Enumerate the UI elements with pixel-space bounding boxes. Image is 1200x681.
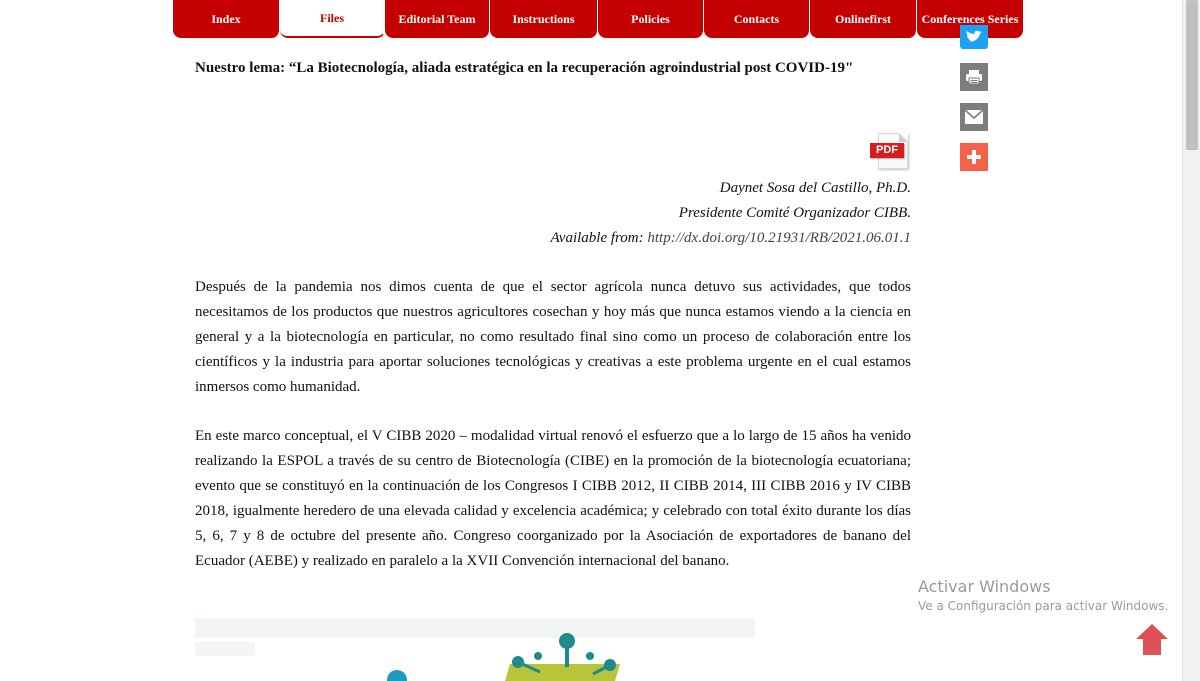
share-print-button[interactable] (960, 63, 988, 91)
available-from-label: Available from: (550, 230, 644, 246)
author-name: Daynet Sosa del Castillo, Ph.D. (719, 180, 911, 196)
tab-files[interactable]: Files (280, 0, 385, 38)
twitter-icon (965, 30, 983, 44)
pdf-download-icon[interactable] (870, 133, 910, 168)
tab-instructions[interactable]: Instructions (490, 0, 598, 38)
page-scrollbar[interactable] (1182, 0, 1200, 681)
pdf-label: PDF (870, 143, 904, 158)
plus-icon (966, 149, 982, 165)
article-illustration (195, 612, 775, 681)
print-icon (965, 69, 983, 85)
email-icon (964, 109, 984, 125)
virus-graphic (195, 612, 775, 681)
tab-conferences-series[interactable]: Conferences Series (917, 0, 1024, 38)
home-arrow-icon (1134, 622, 1170, 656)
share-email-button[interactable] (960, 103, 988, 131)
top-navigation (173, 0, 1024, 38)
tab-editorial-team[interactable]: Editorial Team (385, 0, 490, 38)
tab-contacts[interactable]: Contacts (704, 0, 810, 38)
tab-onlinefirst[interactable]: Onlinefirst (810, 0, 917, 38)
share-more-button[interactable] (960, 143, 988, 171)
windows-activation-subtitle: Ve a Configuración para activar Windows. (918, 599, 1169, 613)
article-paragraph-1: Después de la pandemia nos dimos cuenta de que el sector agrícola nunca detuvo sus actividades, que todos necesitamos de los productos que nuestros agricultores cosechan y hoy más que nunca estamos viendo a la ciencia en general y a la biotecnología en particular, no como resultado final sino como un proceso de colaboración entre los científicos y la industria para aportar soluciones tecnológicas y creativas a este problema urgente en el cual estamos inmersos como humanidad. (195, 279, 911, 395)
author-role: Presidente Comité Organizador CIBB. (678, 205, 911, 221)
availability-line (195, 226, 911, 251)
doi-link[interactable]: http://dx.doi.org/10.21931/RB/2021.06.01.1 (647, 230, 911, 246)
share-twitter-button[interactable] (960, 25, 988, 49)
scrollbar-thumb[interactable] (1186, 0, 1198, 150)
tab-index[interactable]: Index (173, 0, 280, 38)
back-to-top-button[interactable] (1134, 622, 1170, 656)
article-paragraph-2: En este marco conceptual, el V CIBB 2020 – modalidad virtual renovó el esfuerzo que a lo largo de 15 años ha venido realizando la ESPOL a través de su centro de Biotecnología (CIBE) en la promoción de la biotecnología ecuatoriana; evento que se constituyó en la continuación de los Congresos I CIBB 2012, II CIBB 2014, III CIBB 2016 y IV CIBB 2018, igualmente heredero de una elevada calidad y excelencia académica; y celebrado con total éxito durante los días 5, 6, 7 y 8 de octubre del presente año. Congreso coorganizado por la Asociación de exportadores de banano del Ecuador (AEBE) y realizado en paralelo a la XVII Convención internacional del banano. (195, 428, 911, 569)
article-motto-heading: Nuestro lema: “La Biotecnología, aliada estratégica en la recuperación agroindustrial post COVID-19" (195, 60, 854, 76)
tab-policies[interactable]: Policies (598, 0, 704, 38)
author-signature (195, 176, 911, 251)
windows-activation-title: Activar Windows (918, 577, 1051, 596)
